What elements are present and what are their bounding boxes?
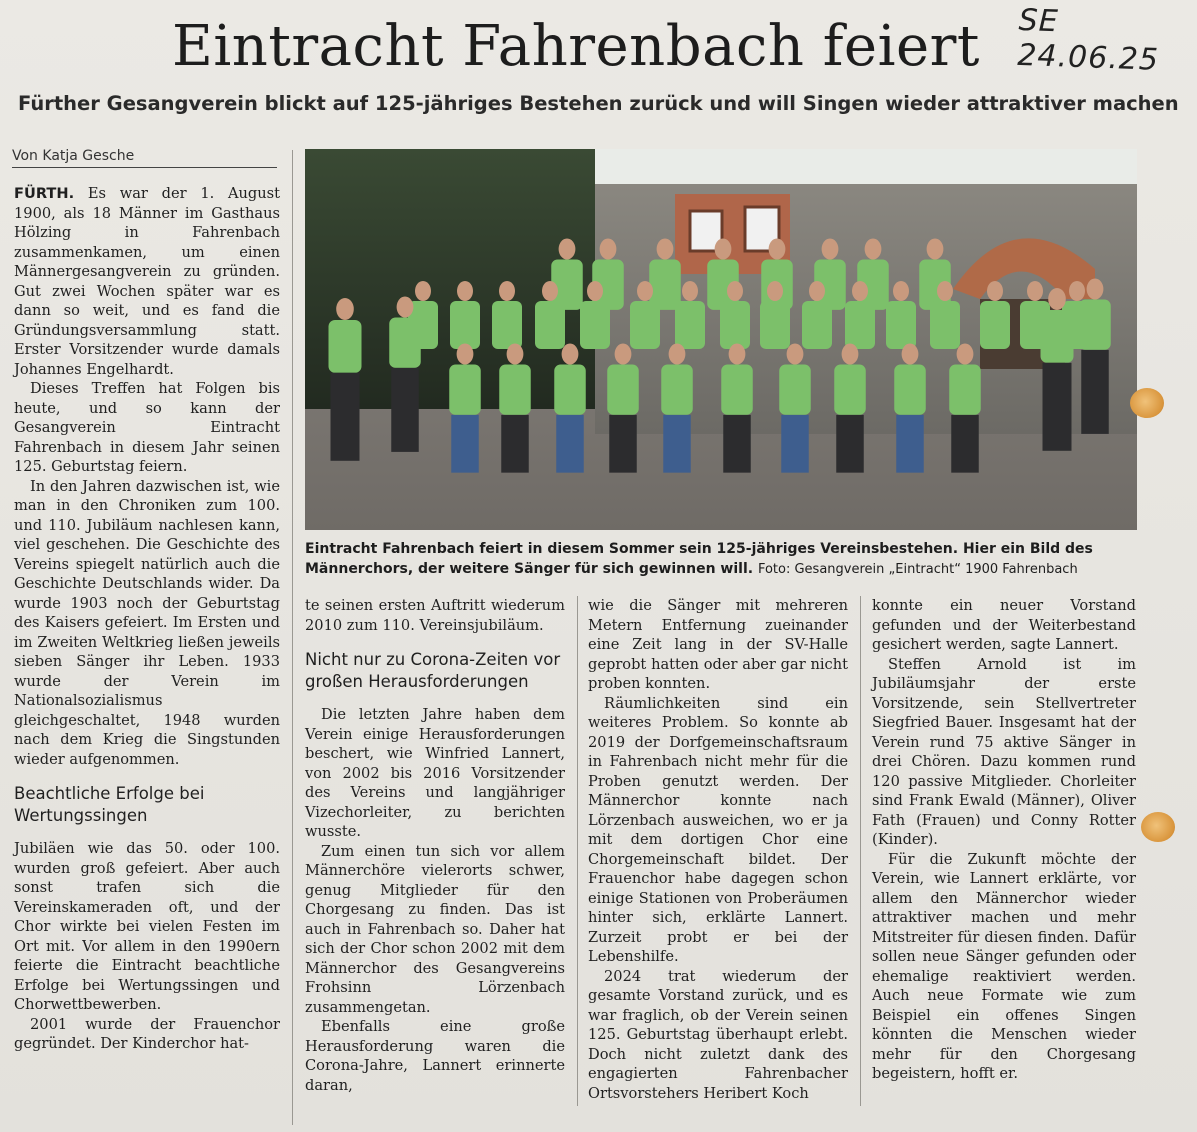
subheadline: Fürther Gesangverein blickt auf 125-jähriges Bestehen zurück und will Singen wieder attraktiver machen bbox=[18, 92, 1179, 115]
paragraph: te seinen ersten Auftritt wiederum 2010 zum 110. Vereinsjubiläum. bbox=[305, 597, 565, 634]
headline: Eintracht Fahrenbach feiert bbox=[172, 14, 980, 79]
paragraph: 2001 wurde der Frauenchor gegründet. Der Kinderchor hat- bbox=[14, 1015, 280, 1052]
section-heading: Nicht nur zu Corona-Zeiten vor großen Herausforderungen bbox=[305, 650, 561, 691]
photo-credit: Foto: Gesangverein „Eintracht“ 1900 Fahrenbach bbox=[757, 561, 1078, 577]
paragraph: Dieses Treffen hat Folgen bis heute, und so kann der Gesangverein Eintracht Fahrenbach in diesem Jahr seinen 125. Geburtstag feiern. bbox=[14, 380, 280, 475]
column-divider bbox=[577, 596, 578, 1106]
paragraph: Räumlichkeiten sind ein weiteres Problem. So konnte ab 2019 der Dorfgemeinschaftsraum in Fahrenbach nicht mehr für die Proben genutzt werden. Der Männerchor konnte nach Lörzenbach ausweichen, wo er ja mit dem dortigen Chor eine Chorgemeinschaft bildet. Der Frauenchor habe dagegen schon einige Stationen von Proberäumen hinter sich, erklärte Lannert. Zurzeit probt er bei der Lebenshilfe. bbox=[588, 694, 848, 965]
article-column-4 bbox=[872, 596, 1136, 1084]
paragraph: Zum einen tun sich vor allem Männerchöre vielerorts schwer, genug Mitglieder für den Chorgesang zu finden. Das ist auch in Fahrenbach so. Daher hat sich der Chor schon 2002 mit dem Männerchor des Gesangvereins Frohsinn Lörzenbach zusammengetan. bbox=[305, 842, 565, 1016]
paragraph: Die letzten Jahre haben dem Verein einige Herausforderungen beschert, wie Winfried Lannert, von 2002 bis 2016 Vorsitzender des Vereins und langjähriger Vizechorleiter, zu berichten wusste. bbox=[305, 706, 565, 840]
section-heading: Beachtliche Erfolge bei Wertungssingen bbox=[14, 784, 205, 825]
article-column-1 bbox=[14, 184, 280, 1054]
paragraph: 2024 trat wiederum der gesamte Vorstand zurück, und es war fraglich, ob der Verein seinen 125. Geburtstag überhaupt erlebt. Doch nicht zuletzt dank des engagierten Fahrenbacher Ortsvorstehers Heribert Koch bbox=[588, 967, 848, 1102]
punch-hole bbox=[1130, 388, 1164, 418]
paragraph: konnte ein neuer Vorstand gefunden und der Weiterbestand gesichert werden, sagte Lannert. bbox=[872, 597, 1136, 653]
column-divider bbox=[292, 150, 293, 1125]
article-column-2 bbox=[305, 596, 565, 1095]
choir-member bbox=[389, 297, 421, 452]
paragraph: wie die Sänger mit mehreren Metern Entfernung zueinander eine Zeit lang in der SV-Halle geprobt hatten oder aber gar nicht proben konnten. bbox=[588, 597, 848, 692]
photo-caption bbox=[305, 540, 1140, 579]
choir-member bbox=[1079, 279, 1111, 434]
column-divider bbox=[860, 596, 861, 1106]
paragraph bbox=[14, 184, 280, 379]
paragraph: Steffen Arnold ist im Jubiläumsjahr der erste Vorsitzende, sein Stellvertreter Siegfried Bauer. Insgesamt hat der Verein rund 75 aktive Sänger in drei Chören. Dazu kommen rund 120 passive Mitglieder. Chorleiter sind Frank Ewald (Männer), Oliver Fath (Frauen) und Conny Rotter (Kinder). bbox=[872, 655, 1136, 848]
punch-hole bbox=[1141, 812, 1175, 842]
article-column-3 bbox=[588, 596, 848, 1103]
byline: Von Katja Gesche bbox=[12, 148, 277, 168]
paragraph-text: Es war der 1. August 1900, als 18 Männer im Gasthaus Hölzing in Fahrenbach zusammenkamen, um einen Männergesangverein zu gründen. Gut zwei Wochen später war es dann so weit, und es fand die Gründungsversammlung statt. Erster Vorsitzender wurde damals Johannes Engelhardt. bbox=[14, 185, 281, 378]
choir-member bbox=[1041, 288, 1074, 451]
paragraph: In den Jahren dazwischen ist, wie man in den Chroniken zum 100. und 110. Jubiläum nachlesen kann, viel geschehen. Die Geschichte des Vereins spiegelt natürlich auch die Geschichte Deutschlands wider. Da wurde 1903 noch der Geburtstag des Kaisers gefeiert. Im Ersten und im Zweiten Weltkrieg ließen jeweils sieben Sänger ihr Leben. 1933 wurde der Verein im Nationalsozialismus gleichgeschaltet, 1948 wurden nach dem Krieg die Singstunden wieder aufgenommen. bbox=[14, 477, 280, 768]
choir-group-photo bbox=[305, 149, 1137, 530]
dateline: FÜRTH. bbox=[14, 185, 75, 202]
paragraph: Jubiläen wie das 50. oder 100. wurden groß gefeiert. Aber auch sonst trafen sich die Vereinskameraden oft, und der Chor wirkte bei vielen Festen im Ort mit. Vor allem in den 1990ern feierte die Eintracht beachtliche Erfolge bei Wertungssingen und Chorwettbewerben. bbox=[14, 840, 280, 1013]
caption-text: Eintracht Fahrenbach feiert in diesem Sommer sein 125-jähriges Vereinsbestehen. Hier ein Bild des Männerchors, der weitere Sänger für sich gewinnen will. bbox=[305, 541, 1093, 577]
paragraph: Für die Zukunft möchte der Verein, wie Lannert erklärte, vor allem den Männerchor wieder attraktiver machen und mehr Mitstreiter für diesen finden. Dafür sollen neue Sänger gefunden oder ehemalige reaktiviert werden. Auch neue Formate wie zum Beispiel ein offenes Singen könnten die Menschen wieder mehr für den Chorgesang begeistern, hofft er. bbox=[872, 850, 1136, 1082]
photo-illustration bbox=[305, 149, 1137, 530]
paragraph: Ebenfalls eine große Herausforderung waren die Corona-Jahre, Lannert erinnerte daran, bbox=[305, 1018, 565, 1094]
choir-member bbox=[329, 298, 362, 461]
handwritten-date-note: SE 24.06.25 bbox=[1016, 2, 1160, 78]
